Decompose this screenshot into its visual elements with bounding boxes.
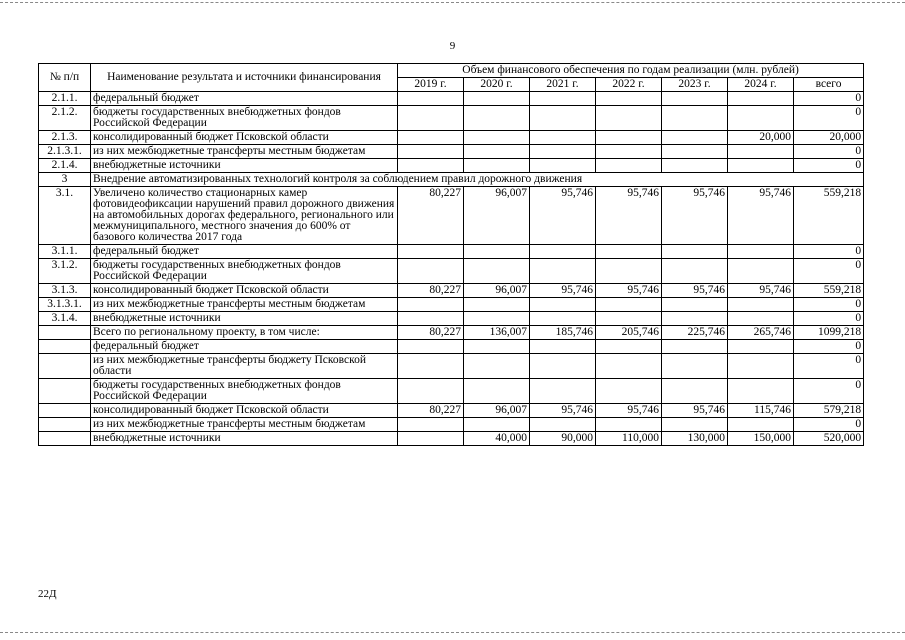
value-cell: 136,007 — [464, 326, 530, 340]
value-cell: 95,746 — [596, 284, 662, 298]
table-header — [39, 64, 864, 92]
value-cell — [398, 312, 464, 326]
value-cell — [728, 245, 794, 259]
value-cell — [464, 245, 530, 259]
value-cell — [728, 145, 794, 159]
value-cell: 96,007 — [464, 187, 530, 245]
row-name: внебюджетные источники — [91, 312, 398, 326]
value-cell — [464, 298, 530, 312]
table-row — [39, 92, 864, 106]
row-number — [39, 418, 91, 432]
value-cell: 95,746 — [728, 284, 794, 298]
table-row — [39, 245, 864, 259]
value-cell — [464, 106, 530, 131]
row-number: 2.1.1. — [39, 92, 91, 106]
value-cell — [398, 298, 464, 312]
value-cell — [596, 159, 662, 173]
row-name: Всего по региональному проекту, в том числе: — [91, 326, 398, 340]
value-cell — [662, 159, 728, 173]
row-number: 3.1.4. — [39, 312, 91, 326]
value-cell: 80,227 — [398, 187, 464, 245]
value-cell: 0 — [794, 145, 864, 159]
row-name: консолидированный бюджет Псковской области — [91, 131, 398, 145]
value-cell — [398, 106, 464, 131]
header-year-cell: 2022 г. — [596, 78, 662, 92]
header-year-cell: 2023 г. — [662, 78, 728, 92]
value-cell: 130,000 — [662, 432, 728, 446]
value-cell — [596, 145, 662, 159]
header-volume: Объем финансового обеспечения по годам реализации (млн. рублей) — [398, 64, 864, 78]
table-row — [39, 354, 864, 379]
row-name: федеральный бюджет — [91, 340, 398, 354]
value-cell — [464, 259, 530, 284]
header-year-cell: 2021 г. — [530, 78, 596, 92]
value-cell — [728, 298, 794, 312]
header-num: № п/п — [39, 64, 91, 92]
value-cell — [464, 379, 530, 404]
value-cell: 0 — [794, 354, 864, 379]
value-cell: 96,007 — [464, 404, 530, 418]
value-cell: 205,746 — [596, 326, 662, 340]
value-cell — [530, 379, 596, 404]
value-cell: 559,218 — [794, 284, 864, 298]
value-cell — [596, 354, 662, 379]
row-number — [39, 340, 91, 354]
row-name: бюджеты государственных внебюджетных фондов Российской Федерации — [91, 379, 398, 404]
value-cell: 95,746 — [596, 404, 662, 418]
value-cell — [596, 379, 662, 404]
row-number — [39, 326, 91, 340]
value-cell: 95,746 — [596, 187, 662, 245]
row-name: из них межбюджетные трансферты местным бюджетам — [91, 145, 398, 159]
row-number — [39, 354, 91, 379]
value-cell: 0 — [794, 340, 864, 354]
value-cell — [662, 312, 728, 326]
value-cell — [398, 145, 464, 159]
value-cell: 185,746 — [530, 326, 596, 340]
value-cell: 0 — [794, 92, 864, 106]
value-cell — [530, 145, 596, 159]
table-row — [39, 106, 864, 131]
value-cell — [464, 340, 530, 354]
value-cell — [530, 340, 596, 354]
value-cell — [728, 340, 794, 354]
scan-edge-bottom — [0, 632, 905, 633]
value-cell — [464, 159, 530, 173]
value-cell: 115,746 — [728, 404, 794, 418]
value-cell — [464, 418, 530, 432]
row-name: из них межбюджетные трансферты бюджету Псковской области — [91, 354, 398, 379]
value-cell — [530, 245, 596, 259]
value-cell — [464, 92, 530, 106]
value-cell — [662, 145, 728, 159]
value-cell: 110,000 — [596, 432, 662, 446]
value-cell: 95,746 — [662, 187, 728, 245]
value-cell — [728, 312, 794, 326]
value-cell — [530, 106, 596, 131]
value-cell — [398, 418, 464, 432]
table-row — [39, 379, 864, 404]
table-row — [39, 326, 864, 340]
value-cell — [596, 418, 662, 432]
value-cell — [662, 340, 728, 354]
row-number: 3 — [39, 173, 91, 187]
row-number: 3.1. — [39, 187, 91, 245]
value-cell — [530, 92, 596, 106]
value-cell: 0 — [794, 159, 864, 173]
value-cell — [662, 245, 728, 259]
value-cell — [464, 131, 530, 145]
table-row — [39, 284, 864, 298]
value-cell — [398, 432, 464, 446]
row-name: федеральный бюджет — [91, 92, 398, 106]
table-row — [39, 432, 864, 446]
row-name: бюджеты государственных внебюджетных фондов Российской Федерации — [91, 259, 398, 284]
value-cell — [596, 131, 662, 145]
value-cell: 0 — [794, 106, 864, 131]
footer-code: 22Д — [38, 588, 57, 600]
value-cell — [728, 106, 794, 131]
value-cell — [662, 259, 728, 284]
value-cell — [530, 298, 596, 312]
row-number: 3.1.3.1. — [39, 298, 91, 312]
value-cell — [662, 106, 728, 131]
row-number: 2.1.3. — [39, 131, 91, 145]
value-cell — [728, 354, 794, 379]
value-cell: 0 — [794, 312, 864, 326]
value-cell: 80,227 — [398, 404, 464, 418]
table-row — [39, 131, 864, 145]
value-cell — [464, 145, 530, 159]
table-row — [39, 340, 864, 354]
row-name: консолидированный бюджет Псковской области — [91, 284, 398, 298]
value-cell: 579,218 — [794, 404, 864, 418]
value-cell — [398, 379, 464, 404]
value-cell — [398, 340, 464, 354]
row-number: 3.1.3. — [39, 284, 91, 298]
value-cell — [398, 159, 464, 173]
value-cell: 80,227 — [398, 284, 464, 298]
row-name: консолидированный бюджет Псковской области — [91, 404, 398, 418]
value-cell: 95,746 — [662, 404, 728, 418]
row-number: 2.1.4. — [39, 159, 91, 173]
value-cell: 95,746 — [530, 187, 596, 245]
value-cell: 0 — [794, 245, 864, 259]
value-cell — [596, 340, 662, 354]
value-cell — [728, 92, 794, 106]
value-cell: 95,746 — [530, 284, 596, 298]
row-name: внебюджетные источники — [91, 432, 398, 446]
row-number: 2.1.3.1. — [39, 145, 91, 159]
value-cell — [596, 259, 662, 284]
value-cell: 0 — [794, 379, 864, 404]
value-cell: 0 — [794, 418, 864, 432]
value-cell: 520,000 — [794, 432, 864, 446]
value-cell: 20,000 — [794, 131, 864, 145]
value-cell — [398, 354, 464, 379]
value-cell — [596, 92, 662, 106]
table-row — [39, 159, 864, 173]
value-cell — [596, 312, 662, 326]
row-number — [39, 379, 91, 404]
table-row — [39, 404, 864, 418]
value-cell — [728, 379, 794, 404]
value-cell: 225,746 — [662, 326, 728, 340]
table-row — [39, 187, 864, 245]
row-name: внебюджетные источники — [91, 159, 398, 173]
value-cell: 40,000 — [464, 432, 530, 446]
row-name: федеральный бюджет — [91, 245, 398, 259]
value-cell — [530, 418, 596, 432]
value-cell: 95,746 — [728, 187, 794, 245]
value-cell — [398, 92, 464, 106]
value-cell — [662, 131, 728, 145]
value-cell — [596, 298, 662, 312]
value-cell: 95,746 — [662, 284, 728, 298]
value-cell — [728, 418, 794, 432]
value-cell — [728, 259, 794, 284]
value-cell: 559,218 — [794, 187, 864, 245]
value-cell: 265,746 — [728, 326, 794, 340]
header-name: Наименование результата и источники финансирования — [91, 64, 398, 92]
value-cell: 20,000 — [728, 131, 794, 145]
value-cell — [728, 159, 794, 173]
value-cell — [530, 259, 596, 284]
value-cell — [530, 159, 596, 173]
row-number: 3.1.2. — [39, 259, 91, 284]
header-year-cell: 2020 г. — [464, 78, 530, 92]
table-row — [39, 173, 864, 187]
table-row — [39, 145, 864, 159]
header-year-cell: 2024 г. — [728, 78, 794, 92]
value-cell: 1099,218 — [794, 326, 864, 340]
header-year-cell: всего — [794, 78, 864, 92]
row-number: 3.1.1. — [39, 245, 91, 259]
row-number — [39, 404, 91, 418]
value-cell — [662, 379, 728, 404]
value-cell — [662, 92, 728, 106]
value-cell — [464, 354, 530, 379]
value-cell: 0 — [794, 298, 864, 312]
table-body — [39, 92, 864, 446]
value-cell — [662, 298, 728, 312]
value-cell — [530, 312, 596, 326]
table-row — [39, 312, 864, 326]
table-row — [39, 259, 864, 284]
value-cell: 95,746 — [530, 404, 596, 418]
value-cell — [398, 259, 464, 284]
value-cell — [530, 354, 596, 379]
header-year-cell: 2019 г. — [398, 78, 464, 92]
value-cell — [662, 354, 728, 379]
table-row — [39, 418, 864, 432]
value-cell — [662, 418, 728, 432]
row-number: 2.1.2. — [39, 106, 91, 131]
value-cell: 80,227 — [398, 326, 464, 340]
value-cell — [398, 245, 464, 259]
value-cell: 0 — [794, 259, 864, 284]
row-name: Увеличено количество стационарных камер фотовидеофиксации нарушений правил дорожного движения на автомобильных дорогах федерального, регионального или межмуниципального, местного значения до 600% от базового количества 2017 года — [91, 187, 398, 245]
row-name: бюджеты государственных внебюджетных фондов Российской Федерации — [91, 106, 398, 131]
value-cell — [398, 131, 464, 145]
value-cell: 96,007 — [464, 284, 530, 298]
row-number — [39, 432, 91, 446]
page-number: 9 — [449, 40, 456, 52]
row-name: из них межбюджетные трансферты местным бюджетам — [91, 298, 398, 312]
value-cell — [464, 312, 530, 326]
value-cell — [530, 131, 596, 145]
section-title: Внедрение автоматизированных технологий контроля за соблюдением правил дорожного движения — [91, 173, 864, 187]
value-cell: 90,000 — [530, 432, 596, 446]
value-cell — [596, 106, 662, 131]
scan-edge-top — [0, 2, 905, 3]
value-cell — [596, 245, 662, 259]
financing-table — [38, 63, 864, 446]
value-cell: 150,000 — [728, 432, 794, 446]
table-row — [39, 298, 864, 312]
row-name: из них межбюджетные трансферты местным бюджетам — [91, 418, 398, 432]
